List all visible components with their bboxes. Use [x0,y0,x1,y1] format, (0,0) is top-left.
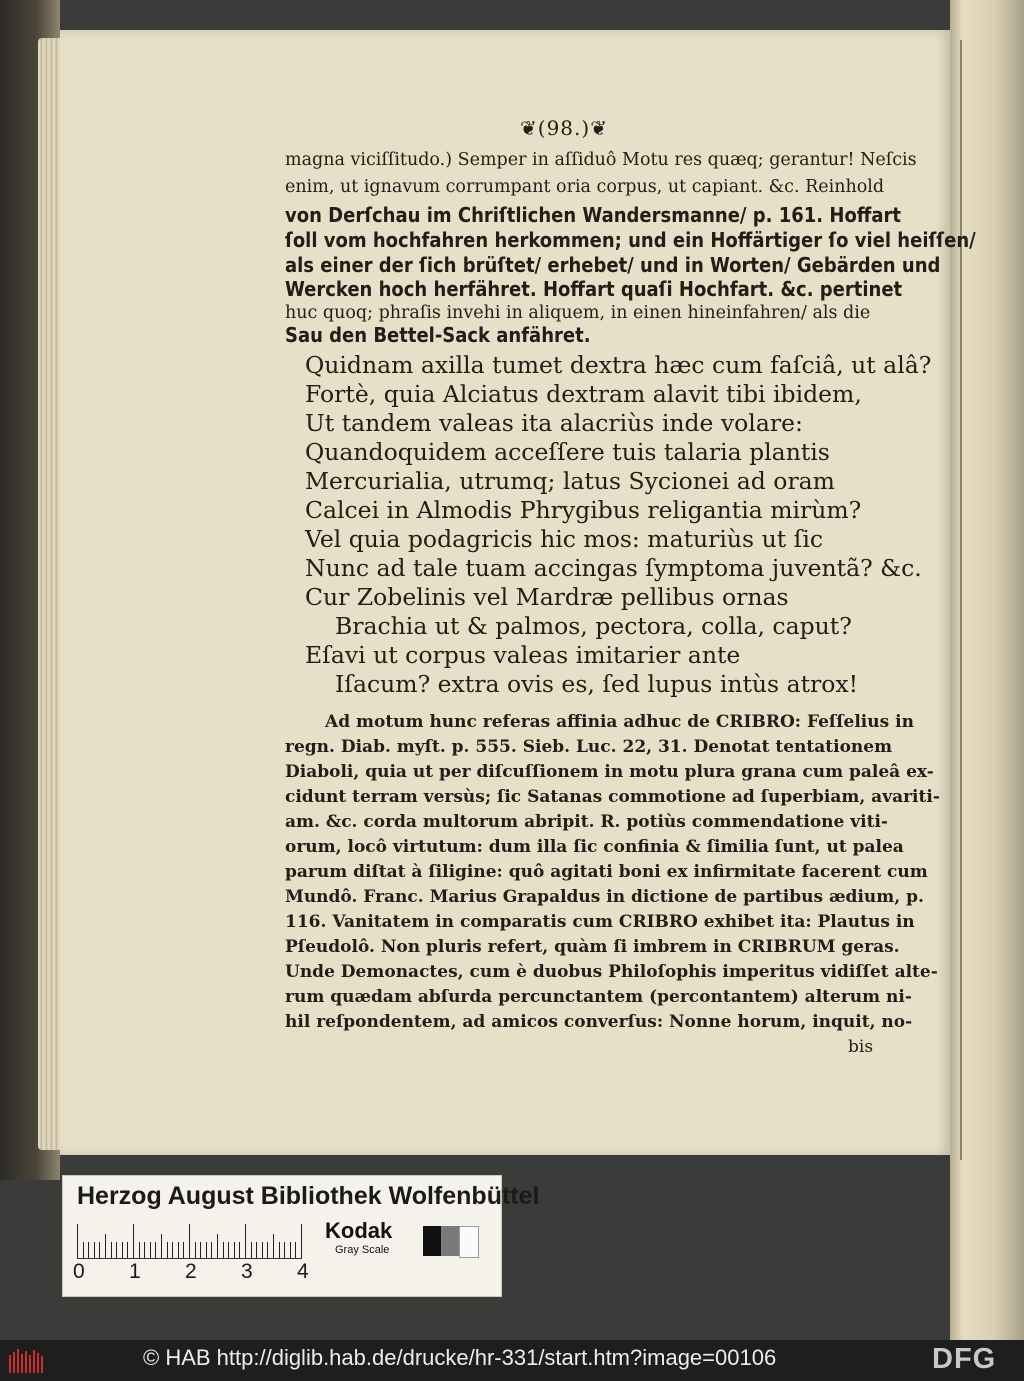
ruler-tick [239,1242,240,1258]
verse-line: Cur Zobelinis vel Mardræ pellibus ornas [305,583,789,611]
ruler-tick [206,1242,207,1258]
ruler-tick [116,1242,117,1258]
ruler-tick [127,1242,128,1258]
text-line: Wercken hoch herfähret. Hoffart quaſi Hochfart. &c. pertinet [285,277,903,301]
scale-ruler [77,1224,302,1259]
ruler-tick [150,1242,151,1258]
ruler-tick [295,1242,296,1258]
text-line: magna viciſſitudo.) Semper in aſſiduô Motu res quæq; gerantur! Neſcis [285,150,917,170]
text-line: von Derſchau im Chriſtlichen Wandersmanne/ p. 161. Hoffart [285,203,902,227]
ruler-tick [245,1224,246,1258]
verse-line: Quidnam axilla tumet dextra hæc cum faſciâ, ut alâ? [305,351,932,379]
ruler-tick [217,1234,218,1258]
ruler-tick [251,1242,252,1258]
copyright-link[interactable]: © HAB http://diglib.hab.de/drucke/hr-331/start.htm?image=00106 [143,1345,777,1370]
ruler-tick [99,1242,100,1258]
text-line: Sau den Bettel-Sack anfähret. [285,323,591,347]
text-line: parum diſtat à ſiligine: quô agitati boni ex infirmitate facerent cum [285,862,928,882]
ruler-tick [105,1234,106,1258]
kodak-brand: Kodak [325,1218,393,1243]
text-line: enim, ut ignavum corrumpant oria corpus, ut capiant. &c. Reinhold [285,177,885,197]
ruler-tick [279,1242,280,1258]
ruler-tick [234,1242,235,1258]
verse-line: Calcei in Almodis Phrygibus religantia mirùm? [305,496,862,524]
ruler-tick [77,1224,78,1258]
verse-line: Quandoquidem acceſſere tuis talaria plantis [305,438,830,466]
verse-line: Mercurialia, utrumq; latus Sycionei ad oram [305,467,835,495]
ruler-tick [133,1224,134,1258]
ruler-tick [139,1242,140,1258]
ruler-tick [155,1242,156,1258]
text-line: als einer der ſich brüſtet/ erhebet/ und in Worten/ Gebärden und [285,253,941,277]
text-line: hil reſpondentem, ad amicos converſus: Nonne horum, inquit, no- [285,1012,913,1032]
ruler-tick [172,1242,173,1258]
verse-line: Iſacum? extra ovis es, ſed lupus intùs atrox! [335,670,859,698]
text-line: huc quoq; phraſis invehi in aliquem, in einen hineinfahren/ als die [285,303,871,323]
ruler-tick [211,1242,212,1258]
text-line: Unde Demonactes, cum è duobus Philoſophis imperitus vidiſſet alte- [285,962,938,982]
text-line: rum quædam abſurda percunctantem (percontantem) alterum ni- [285,987,912,1007]
text-line: ſoll vom hochfahren herkommen; und ein Hoffärtiger ſo viel heiſſen/ [285,228,976,252]
ruler-tick [200,1242,201,1258]
text-line: Ad motum hunc referas affinia adhuc de CRIBRO: Feſſelius in [325,712,914,732]
verse-line: Eſavi ut corpus valeas imitarier ante [305,641,741,669]
ruler-tick [284,1242,285,1258]
ruler-tick [83,1242,84,1258]
text-line: regn. Diab. myſt. p. 555. Sieb. Luc. 22, 31. Denotat tentationem [285,737,893,757]
ruler-tick [262,1242,263,1258]
ruler-tick [290,1242,291,1258]
page-gutter-line [960,40,962,1160]
gray-scale-label: Gray Scale [335,1244,390,1256]
ruler-tick [144,1242,145,1258]
catchword: bis [848,1037,874,1057]
verse-line: Ut tandem valeas ita alacriùs inde volare: [305,409,803,437]
ruler-tick [183,1242,184,1258]
text-line: Diaboli, quia ut per diſcuſſionem in motu plura grana cum paleâ ex- [285,762,934,782]
ruler-tick [178,1242,179,1258]
ruler-label: 4 [297,1260,309,1283]
ruler-tick [111,1242,112,1258]
ruler-label: 0 [73,1260,85,1283]
ruler-tick [94,1242,95,1258]
ruler-tick [195,1242,196,1258]
verse-line: Nunc ad tale tuam accingas ſymptoma juventã? &c. [305,554,922,582]
gray-swatch-white [459,1226,479,1258]
gray-swatch-mid [441,1226,459,1256]
verse-line: Vel quia podagricis hic mos: maturiùs ut ſic [305,525,823,553]
ruler-tick [167,1242,168,1258]
ruler-tick [122,1242,123,1258]
page-header: ❦(98.)❦ [520,116,608,140]
color-target-card [62,1175,540,1297]
ruler-label: 3 [241,1260,253,1283]
ruler-label: 1 [129,1260,141,1283]
page-number: (98.) [537,116,591,140]
ruler-tick [256,1242,257,1258]
hab-logo-icon [8,1349,44,1373]
ruler-tick [189,1224,190,1258]
gray-swatch-black [423,1226,441,1256]
ruler-tick [228,1242,229,1258]
text-line: am. &c. corda multorum abripit. R. potiùs commendatione viti- [285,812,888,832]
library-name: Herzog August Bibliothek Wolfenbüttel [77,1182,540,1210]
ruler-label: 2 [185,1260,197,1283]
verse-line: Brachia ut & palmos, pectora, colla, caput? [335,612,852,640]
text-line: cidunt terram versùs; ſic Satanas commotione ad ſuperbiam, avariti- [285,787,940,807]
text-line: Pſeudolô. Non pluris refert, quàm ſi imbrem in CRIBRUM geras. [285,937,900,957]
ruler-tick [88,1242,89,1258]
ruler-tick [273,1234,274,1258]
verse-line: Fortè, quia Alciatus dextram alavit tibi ibidem, [305,380,862,408]
ruler-tick [267,1242,268,1258]
text-line: Mundô. Franc. Marius Grapaldus in dictione de partibus ædium, p. [285,887,924,907]
text-line: orum, locô virtutum: dum illa ſic confinia & ſimilia ſunt, ut palea [285,837,904,857]
ruler-tick [301,1224,302,1258]
dfg-logo: DFG [932,1343,997,1375]
text-line: 116. Vanitatem in comparatis cum CRIBRO exhibet ita: Plautus in [285,912,915,932]
ruler-tick [161,1234,162,1258]
ruler-tick [223,1242,224,1258]
